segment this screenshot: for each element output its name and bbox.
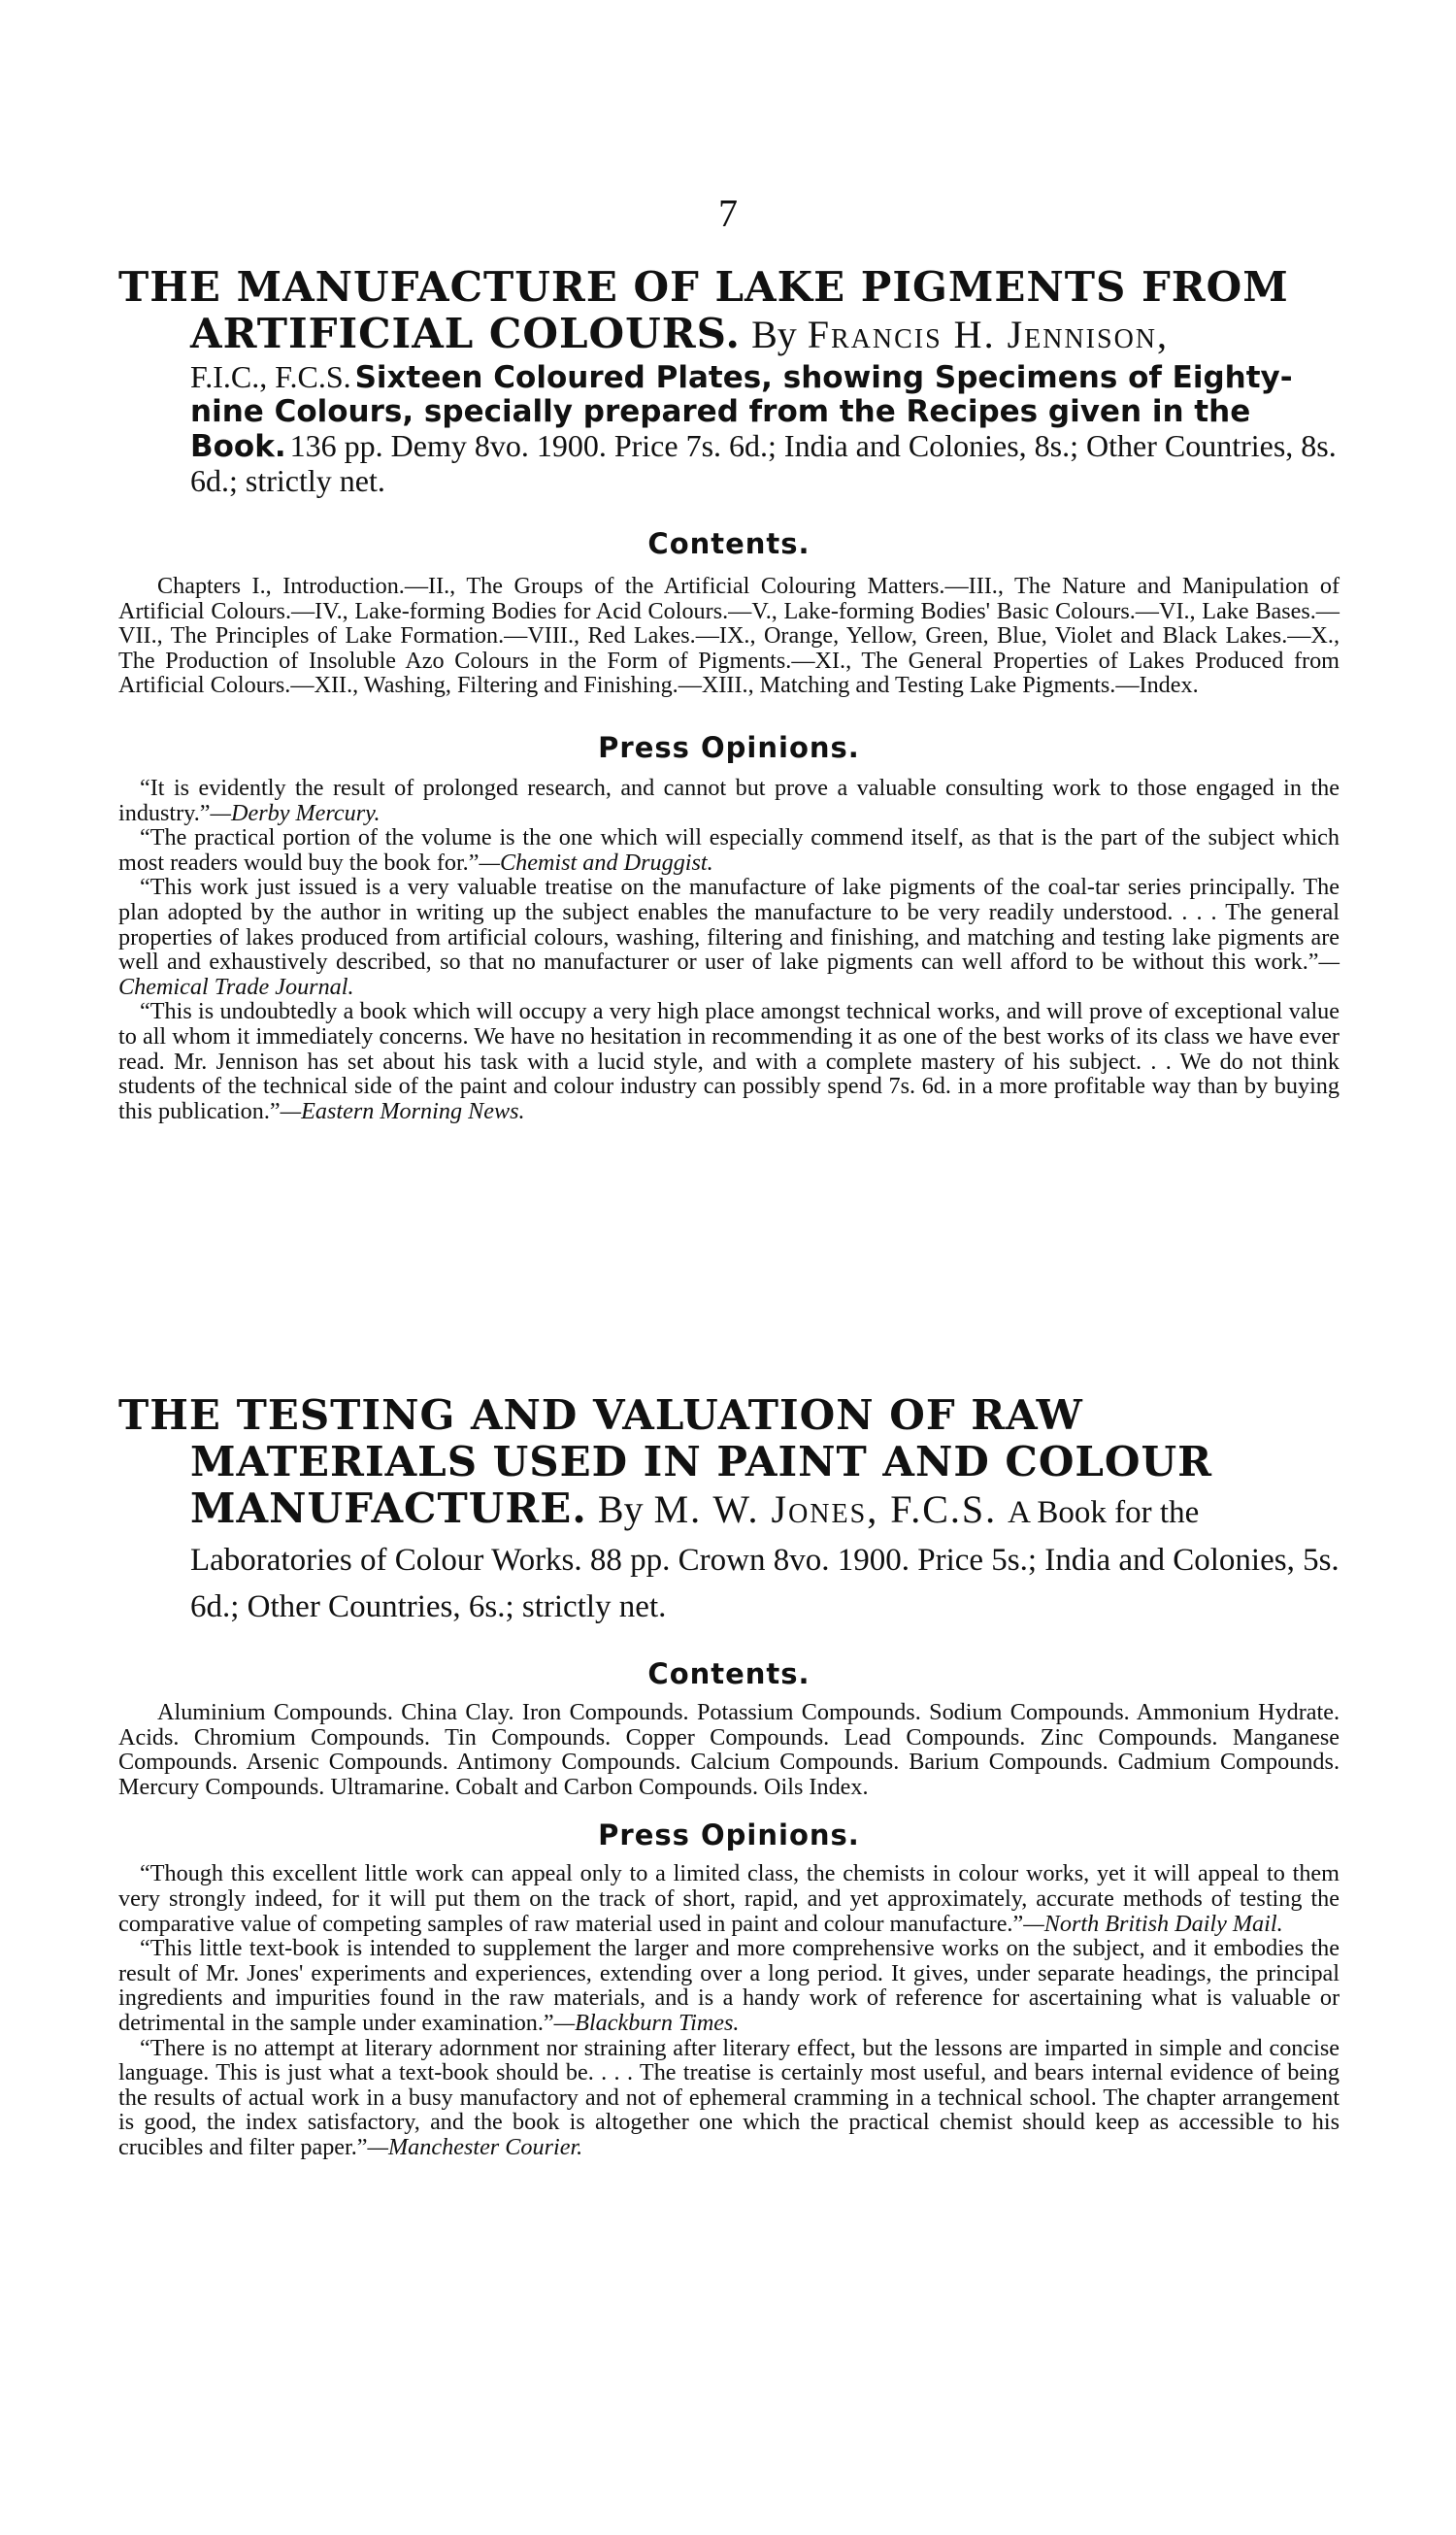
book2-opinion bbox=[118, 2036, 1340, 2160]
opinion-text: “It is evidently the result of prolonged research, and cannot but prove a valuable consulting work to those engaged in the industry.” bbox=[118, 774, 1340, 826]
book1-details: 136 pp. Demy 8vo. 1900. Price 7s. 6d.; India and Colonies, 8s.; Other Countries, 8s. 6d.; strictly net. bbox=[190, 428, 1337, 498]
book1-info bbox=[118, 360, 1340, 498]
book1-feature: Sixteen Coloured Plates, showing Specimens of Eighty-nine Colours, specially prepared from the Recipes given in the Book. bbox=[190, 360, 1293, 464]
book2-contents-heading: Contents. bbox=[647, 1657, 811, 1690]
book1-heading bbox=[118, 264, 1340, 358]
book2-press-heading: Press Opinions. bbox=[598, 1818, 860, 1852]
book1-opinion bbox=[118, 776, 1340, 825]
opinion-text: “This work just issued is a very valuable treatise on the manufacture of lake pigments of the coal-tar series principally. The plan adopted by the author in writing up the subject enables the manufacture to be very readily understood. . . . The general properties of lakes produced from artificial colours, washing, filtering and finishing, and matching and testing lake pigments are well and exhaustively described, so that no manufacturer or user of lake pigments can well afford to be without this work.” bbox=[118, 874, 1340, 976]
opinion-text: “This little text-book is intended to supplement the larger and more comprehensive works on the subject, and it embodies the result of Mr. Jones' experiments and experiences, extending over a long period. It gives, under separate headings, the principal ingredients and impurities found in the raw materials, and is a handy work of reference for ascertaining what is valuable or detrimental in the sample under examination.” bbox=[118, 1935, 1340, 2036]
book1-entry bbox=[118, 264, 1340, 1123]
book2-author: M. W. Jones, F.C.S. bbox=[653, 1487, 998, 1531]
opinion-text: “The practical portion of the volume is the one which will especially commend itself, as that is the part of the subject which most readers would buy the book for.” bbox=[118, 824, 1340, 876]
opinion-source: —North British Daily Mail. bbox=[1023, 1910, 1283, 1937]
book2-opinion bbox=[118, 1936, 1340, 2035]
book1-press-heading: Press Opinions. bbox=[598, 730, 860, 764]
book2-opinion bbox=[118, 1861, 1340, 1936]
opinion-source: —Manchester Courier. bbox=[367, 2133, 583, 2160]
opinion-source: —Eastern Morning News. bbox=[280, 1097, 525, 1124]
opinion-text: “This is undoubtedly a book which will occupy a very high place amongst technical works, and will prove of exceptional value to all whom it immediately concerns. We have no hesitation in recommending it as one of the best works of its class we have ever read. Mr. Jennison has set about his task with a lucid style, and with a complete mastery of his subject. . . We do not think students of the technical side of the paint and colour industry can possibly spend 7s. 6d. in a more profitable way than by buying this publication.” bbox=[118, 998, 1340, 1124]
book1-title: THE MANUFACTURE OF LAKE PIGMENTS FROM ARTIFICIAL COLOURS. bbox=[118, 263, 1289, 357]
opinion-source: —Chemist and Druggist. bbox=[479, 849, 713, 876]
book2-details: A Book for the Laboratories of Colour Works. 88 pp. Crown 8vo. 1900. Price 5s.; India and Colonies, 5s. 6d.; Other Countries, 6s.; strictly net. bbox=[190, 1495, 1340, 1624]
book2-title: THE TESTING AND VALUATION OF RAW MATERIALS USED IN PAINT AND COLOUR MANUFACTURE. bbox=[118, 1391, 1213, 1532]
book1-opinion bbox=[118, 825, 1340, 875]
book2-by: By bbox=[597, 1487, 644, 1531]
book1-credentials: F.I.C., F.C.S. bbox=[190, 359, 351, 394]
page-number: 7 bbox=[718, 191, 738, 235]
book1-author: Francis H. Jennison, bbox=[807, 313, 1170, 356]
book1-contents-heading: Contents. bbox=[647, 527, 811, 560]
book1-opinion bbox=[118, 875, 1340, 999]
opinion-source: —Chemical Trade Journal. bbox=[118, 949, 1340, 1000]
opinion-text: “There is no attempt at literary adornment nor straining after literary effect, but the lessons are imparted in simple and concise language. This is just what a text-book should be. . . . The treatise is certainly most useful, and bears internal evidence of being the results of actual work in a busy manufactory and not of ephemeral cramming in a technical school. The chapter arrangement is good, the index satisfactory, and the book is altogether one which the practical chemist should keep as accessible to his crucibles and filter paper.” bbox=[118, 2034, 1340, 2160]
book1-by: By bbox=[751, 313, 797, 356]
book2-contents-text: Aluminium Compounds. China Clay. Iron Compounds. Potassium Compounds. Sodium Compounds. Ammonium Hydrate. Acids. Chromium Compounds. Tin Compounds. Copper Compounds. Lead Compounds. Zinc Compounds. Manganese Compounds. Arsenic Compounds. Antimony Compounds. Calcium Compounds. Barium Compounds. Cadmium Compounds. Mercury Compounds. Ultramarine. Cobalt and Carbon Compounds. Oils Index. bbox=[118, 1699, 1340, 1800]
book2-entry bbox=[118, 1392, 1340, 2160]
book2-heading bbox=[118, 1392, 1340, 1626]
opinion-text: “Though this excellent little work can appeal only to a limited class, the chemists in colour works, yet it will appeal to them very strongly indeed, for it will put them on the track of short, rapid, and yet approximately, accurate methods of testing the comparative value of competing samples of raw material used in paint and colour manufacture.” bbox=[118, 1860, 1340, 1937]
book1-opinion bbox=[118, 999, 1340, 1123]
opinion-source: —Derby Mercury. bbox=[210, 799, 381, 826]
opinion-source: —Blackburn Times. bbox=[553, 2009, 740, 2036]
book1-contents-text: Chapters I., Introduction.—II., The Groups of the Artificial Colouring Matters.—III., The Nature and Manipulation of Artificial Colours.—IV., Lake-forming Bodies for Acid Colours.—V., Lake-forming Bodies' Basic Colours.—VI., Lake Bases.—VII., The Principles of Lake Formation.—VIII., Red Lakes.—IX., Orange, Yellow, Green, Blue, Violet and Black Lakes.—X., The Production of Insoluble Azo Colours in the Form of Pigments.—XI., The General Properties of Lakes Produced from Artificial Colours.—XII., Washing, Filtering and Finishing.—XIII., Matching and Testing Lake Pigments.—Index. bbox=[118, 573, 1340, 699]
